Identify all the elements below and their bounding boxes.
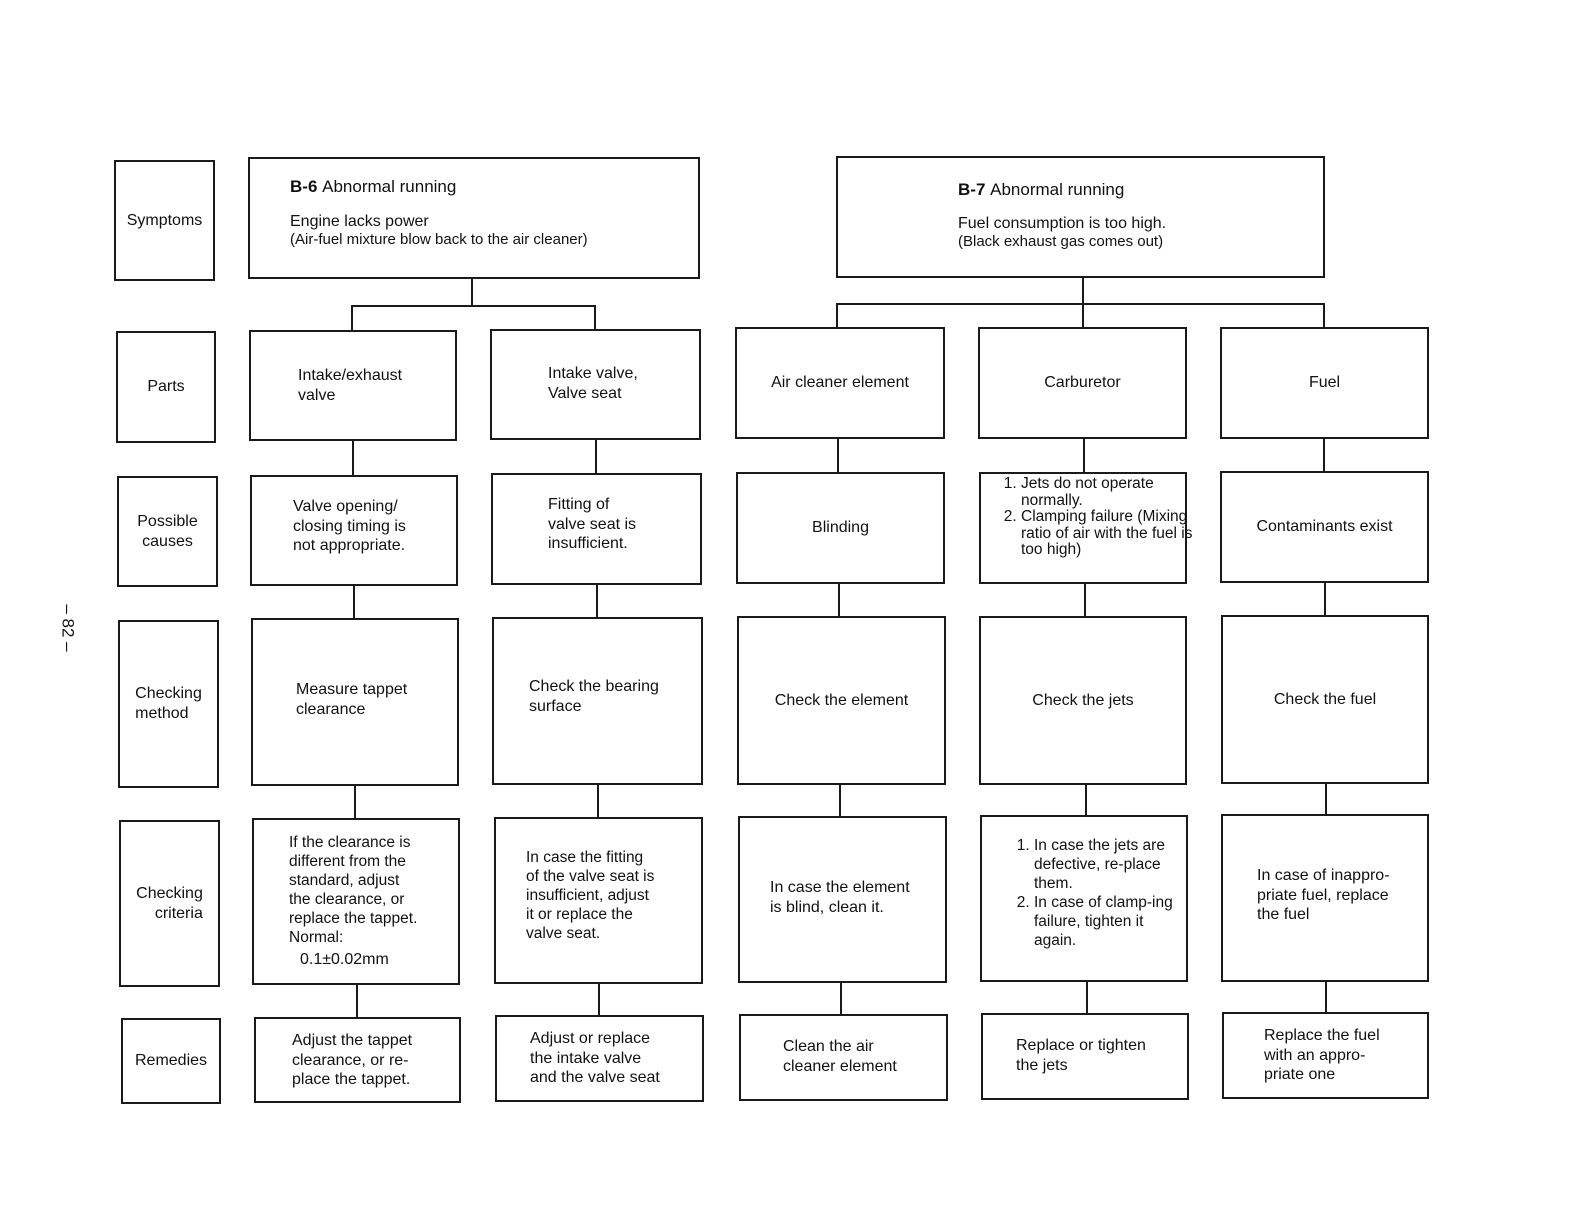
b7-col1-part-text: Air cleaner element bbox=[771, 374, 909, 392]
b7-symptom-line2: (Black exhaust gas comes out) bbox=[958, 233, 1164, 250]
b7-connector bbox=[1325, 982, 1327, 1012]
row-label-possible-causes-text: Possible causes bbox=[137, 512, 198, 550]
row-label-symptoms bbox=[114, 160, 215, 281]
b6-col2-part bbox=[490, 329, 701, 440]
b7-col1-remedy bbox=[739, 1014, 948, 1101]
b7-connector bbox=[1086, 982, 1088, 1013]
b7-title bbox=[958, 180, 1124, 201]
b6-col1-criteria bbox=[252, 818, 460, 985]
b7-connector bbox=[1323, 439, 1325, 471]
b7-col2-remedy-text: Replace or tighten the jets bbox=[1016, 1037, 1146, 1074]
b6-col1-method-text: Measure tappet clearance bbox=[296, 681, 408, 718]
row-label-possible-causes bbox=[117, 476, 218, 587]
b7-col3-cause bbox=[1220, 471, 1429, 583]
b7-col1-method-text: Check the element bbox=[774, 691, 909, 709]
b6-col1-part bbox=[249, 330, 457, 441]
b7-col1-cause-text: Blinding bbox=[812, 519, 869, 537]
b7-col3-remedy bbox=[1222, 1012, 1429, 1099]
b6-connector bbox=[352, 441, 354, 475]
b7-connector bbox=[838, 584, 840, 616]
b6-col2-cause-text: Fitting of valve seat is insufficient. bbox=[548, 496, 637, 553]
row-label-checking-method bbox=[118, 620, 219, 788]
b7-connector bbox=[1085, 785, 1087, 815]
b7-code: B-7 bbox=[958, 180, 986, 199]
b7-col3-part-text: Fuel bbox=[1308, 374, 1341, 392]
b7-col3-remedy-text: Replace the fuel with an appro- priate one bbox=[1264, 1027, 1380, 1084]
b7-col3-method-text: Check the fuel bbox=[1273, 690, 1377, 708]
b7-col2-method-text: Check the jets bbox=[1032, 691, 1134, 709]
b7-connector bbox=[1323, 303, 1325, 328]
b7-col3-method bbox=[1221, 615, 1429, 784]
b6-col2-remedy-text: Adjust or replace the intake valve and the valve seat bbox=[530, 1030, 660, 1087]
b7-col1-remedy-text: Clean the air cleaner element bbox=[783, 1038, 897, 1075]
b6-connector bbox=[594, 305, 596, 329]
b6-connector bbox=[597, 785, 599, 817]
b6-col2-part-text: Intake valve, Valve seat bbox=[548, 365, 638, 402]
b7-col1-cause bbox=[736, 472, 945, 584]
b7-col1-criteria-text: In case the element is blind, clean it. bbox=[770, 879, 910, 916]
b6-col1-criteria-text: If the clearance is different from the standard, adjust the clearance, or replace the tappet. Normal: bbox=[289, 834, 418, 946]
b6-connector bbox=[471, 279, 473, 306]
page-number: – 82 – bbox=[58, 604, 78, 652]
b7-col2-cause-item-1: 1. Jets do not operate normally. bbox=[1021, 476, 1201, 509]
b6-connector bbox=[596, 585, 598, 617]
b6-symptom-line2: (Air-fuel mixture blow back to the air cleaner) bbox=[290, 231, 588, 248]
b6-title-text: Abnormal running bbox=[322, 177, 457, 196]
b7-col2-remedy bbox=[981, 1013, 1189, 1100]
row-label-checking-method-text: Checking method bbox=[135, 685, 202, 722]
b6-symptom-line1: Engine lacks power bbox=[290, 213, 429, 230]
b7-col2-criteria-item-1: 1. In case the jets are defective, re-place them. bbox=[1034, 837, 1184, 894]
b6-col1-method bbox=[251, 618, 459, 786]
b7-col2-cause-list bbox=[999, 476, 1201, 559]
b7-col2-part-text: Carburetor bbox=[1044, 374, 1121, 392]
b6-code: B-6 bbox=[290, 177, 318, 196]
row-label-checking-criteria-text: Checking criteria bbox=[136, 884, 203, 922]
b6-connector bbox=[353, 586, 355, 618]
b7-col3-criteria bbox=[1221, 814, 1429, 982]
b7-connector bbox=[1324, 583, 1326, 615]
b6-col1-criteria-value: 0.1±0.02mm bbox=[300, 951, 389, 968]
b6-col1-remedy-text: Adjust the tappet clearance, or re- place the tappet. bbox=[292, 1032, 413, 1089]
b6-connector bbox=[354, 786, 356, 818]
b7-symptom-line1: Fuel consumption is too high. bbox=[958, 215, 1167, 232]
row-label-checking-criteria bbox=[119, 820, 220, 987]
b6-col1-remedy bbox=[254, 1017, 461, 1103]
b7-symptom-box bbox=[836, 156, 1325, 278]
b7-col2-criteria-item-2: 2. In case of clamp-ing failure, tighten it again. bbox=[1034, 894, 1184, 951]
b6-col2-cause bbox=[491, 473, 702, 585]
b6-connector bbox=[598, 984, 600, 1015]
row-label-parts bbox=[116, 331, 216, 443]
b7-col1-method bbox=[737, 616, 946, 785]
b6-connector bbox=[351, 305, 353, 330]
b7-col2-criteria-list bbox=[1012, 837, 1184, 950]
b7-col1-criteria bbox=[738, 816, 947, 983]
b7-connector bbox=[1084, 584, 1086, 616]
b7-col1-part bbox=[735, 327, 945, 439]
b7-connector bbox=[839, 785, 841, 816]
b6-col1-cause-text: Valve opening/ closing timing is not appropriate. bbox=[293, 498, 406, 555]
row-label-parts-text: Parts bbox=[147, 378, 185, 396]
row-label-remedies bbox=[121, 1018, 221, 1104]
b6-col2-criteria-text: In case the fitting of the valve seat is insufficient, adjust it or replace the valve seat. bbox=[526, 849, 655, 942]
b7-col2-cause bbox=[979, 472, 1193, 584]
b7-title-text: Abnormal running bbox=[990, 180, 1125, 199]
row-label-remedies-text: Remedies bbox=[134, 1052, 208, 1070]
b7-col2-part bbox=[978, 327, 1187, 439]
b6-col2-criteria bbox=[494, 817, 703, 984]
b6-col2-method-text: Check the bearing surface bbox=[529, 678, 659, 715]
b6-symptom-box bbox=[248, 157, 700, 279]
b6-connector bbox=[595, 440, 597, 473]
b7-connector bbox=[836, 303, 1325, 305]
row-label-symptoms-text: Symptoms bbox=[126, 211, 203, 229]
b7-connector bbox=[836, 303, 838, 328]
b6-connector bbox=[356, 985, 358, 1017]
b7-connector bbox=[840, 983, 842, 1014]
b7-col2-cause-item-2: 2. Clamping failure (Mixing ratio of air with the fuel is too high) bbox=[1021, 509, 1201, 559]
b7-col3-criteria-text: In case of inappro- priate fuel, replace the fuel bbox=[1257, 867, 1390, 924]
b6-col1-part-text: Intake/exhaust valve bbox=[298, 367, 403, 404]
b6-col2-remedy bbox=[495, 1015, 704, 1102]
b6-col2-method bbox=[492, 617, 703, 785]
b7-col3-cause-text: Contaminants exist bbox=[1256, 518, 1393, 536]
b7-connector bbox=[837, 439, 839, 472]
b6-connector bbox=[351, 305, 596, 307]
b6-title bbox=[290, 177, 456, 198]
b7-col2-method bbox=[979, 616, 1187, 785]
b6-col1-cause bbox=[250, 475, 458, 586]
b7-connector bbox=[1083, 439, 1085, 472]
b7-col3-part bbox=[1220, 327, 1429, 439]
b7-col2-criteria bbox=[980, 815, 1188, 982]
b7-connector bbox=[1325, 784, 1327, 814]
